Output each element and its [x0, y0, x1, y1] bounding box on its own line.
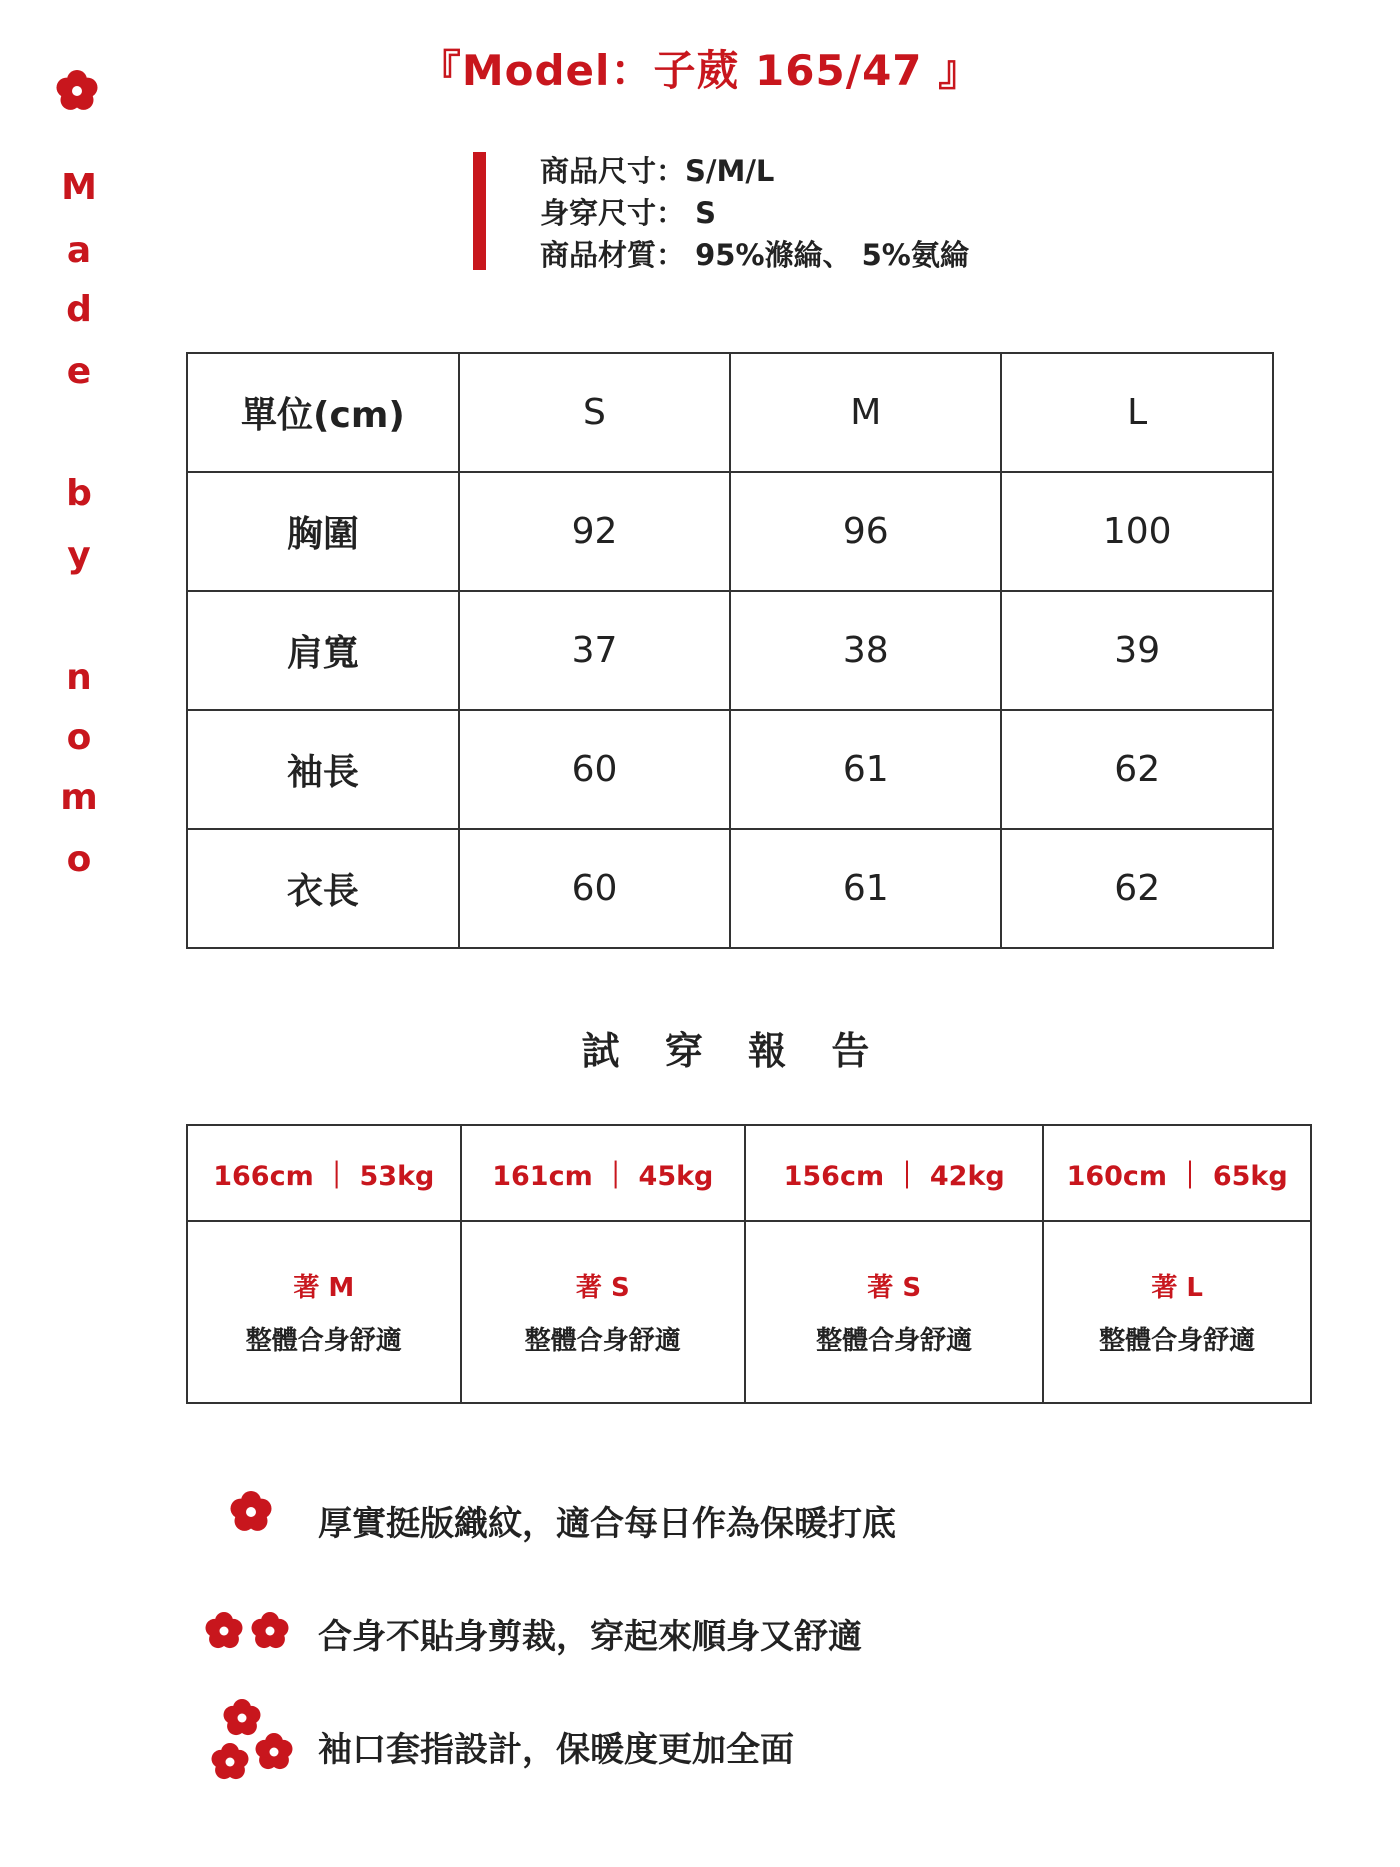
report-note — [187, 1221, 461, 1403]
cell-value: 92 — [459, 472, 730, 591]
brand-letter: y — [67, 535, 91, 576]
spec-accent-bar — [473, 152, 486, 270]
table-row — [187, 472, 1273, 591]
brand-letter: o — [66, 717, 92, 758]
report-title: 試 穿 報 告 — [581, 1029, 886, 1073]
brand-letter: n — [66, 657, 92, 698]
report-table — [186, 1124, 1312, 1404]
row-label: 胸圍 — [187, 472, 459, 591]
report-note — [745, 1221, 1043, 1403]
feature-item: 厚實挺版織紋，適合每日作為保暖打底 — [318, 1504, 896, 1544]
report-note — [461, 1221, 745, 1403]
cell-value: 61 — [730, 829, 1001, 948]
table-row — [187, 591, 1273, 710]
cell-value: 60 — [459, 710, 730, 829]
report-measure: 160cm ｜ 65kg — [1043, 1125, 1311, 1221]
report-fit: 整體合身舒適 — [245, 1326, 402, 1356]
report-size-worn: 著 S — [575, 1273, 630, 1303]
cell-value: 61 — [730, 710, 1001, 829]
size-header-m: M — [730, 353, 1001, 472]
size-table — [186, 352, 1274, 949]
feature-item: 袖口套指設計，保暖度更加全面 — [318, 1730, 794, 1770]
cell-value: 100 — [1001, 472, 1273, 591]
spec-list — [540, 150, 969, 276]
size-header-s: S — [459, 353, 730, 472]
spec-product-size: 商品尺寸：S/M/L — [540, 154, 775, 188]
brand-letter: a — [66, 230, 92, 271]
flower-bullet-icon — [226, 1487, 276, 1537]
double-flower-bullet-icon — [202, 1608, 298, 1654]
brand-letter: e — [66, 351, 92, 392]
row-label: 衣長 — [187, 829, 459, 948]
cell-value: 38 — [730, 591, 1001, 710]
feature-item: 合身不貼身剪裁，穿起來順身又舒適 — [318, 1617, 862, 1657]
triple-flower-bullet-icon — [208, 1696, 300, 1788]
table-row — [187, 829, 1273, 948]
cell-value: 62 — [1001, 710, 1273, 829]
report-size-worn: 著 S — [867, 1273, 922, 1303]
model-title: 『Model：子葳 165/47 』 — [418, 46, 982, 95]
cell-value: 37 — [459, 591, 730, 710]
brand-letter: b — [66, 473, 92, 514]
row-label: 袖長 — [187, 710, 459, 829]
report-size-worn: 著 M — [293, 1273, 355, 1303]
size-header-unit: 單位(cm) — [187, 353, 459, 472]
report-measure-row — [187, 1125, 1311, 1221]
report-fit: 整體合身舒適 — [524, 1326, 681, 1356]
report-note — [1043, 1221, 1311, 1403]
spec-material: 商品材質： 95%滌綸、 5%氨綸 — [540, 238, 969, 272]
cell-value: 62 — [1001, 829, 1273, 948]
report-size-worn: 著 L — [1151, 1273, 1203, 1303]
report-measure: 156cm ｜ 42kg — [745, 1125, 1043, 1221]
cell-value: 39 — [1001, 591, 1273, 710]
brand-letter: o — [66, 839, 92, 880]
brand-letter: M — [61, 167, 97, 208]
report-note-row — [187, 1221, 1311, 1403]
size-table-header-row — [187, 353, 1273, 472]
size-header-l: L — [1001, 353, 1273, 472]
report-fit: 整體合身舒適 — [816, 1326, 973, 1356]
report-fit: 整體合身舒適 — [1099, 1326, 1256, 1356]
spec-worn-size: 身穿尺寸： S — [540, 196, 716, 230]
brand-letter: d — [66, 289, 92, 330]
report-measure: 161cm ｜ 45kg — [461, 1125, 745, 1221]
cell-value: 60 — [459, 829, 730, 948]
report-measure: 166cm ｜ 53kg — [187, 1125, 461, 1221]
table-row — [187, 710, 1273, 829]
brand-letter: m — [60, 777, 98, 818]
row-label: 肩寬 — [187, 591, 459, 710]
cell-value: 96 — [730, 472, 1001, 591]
